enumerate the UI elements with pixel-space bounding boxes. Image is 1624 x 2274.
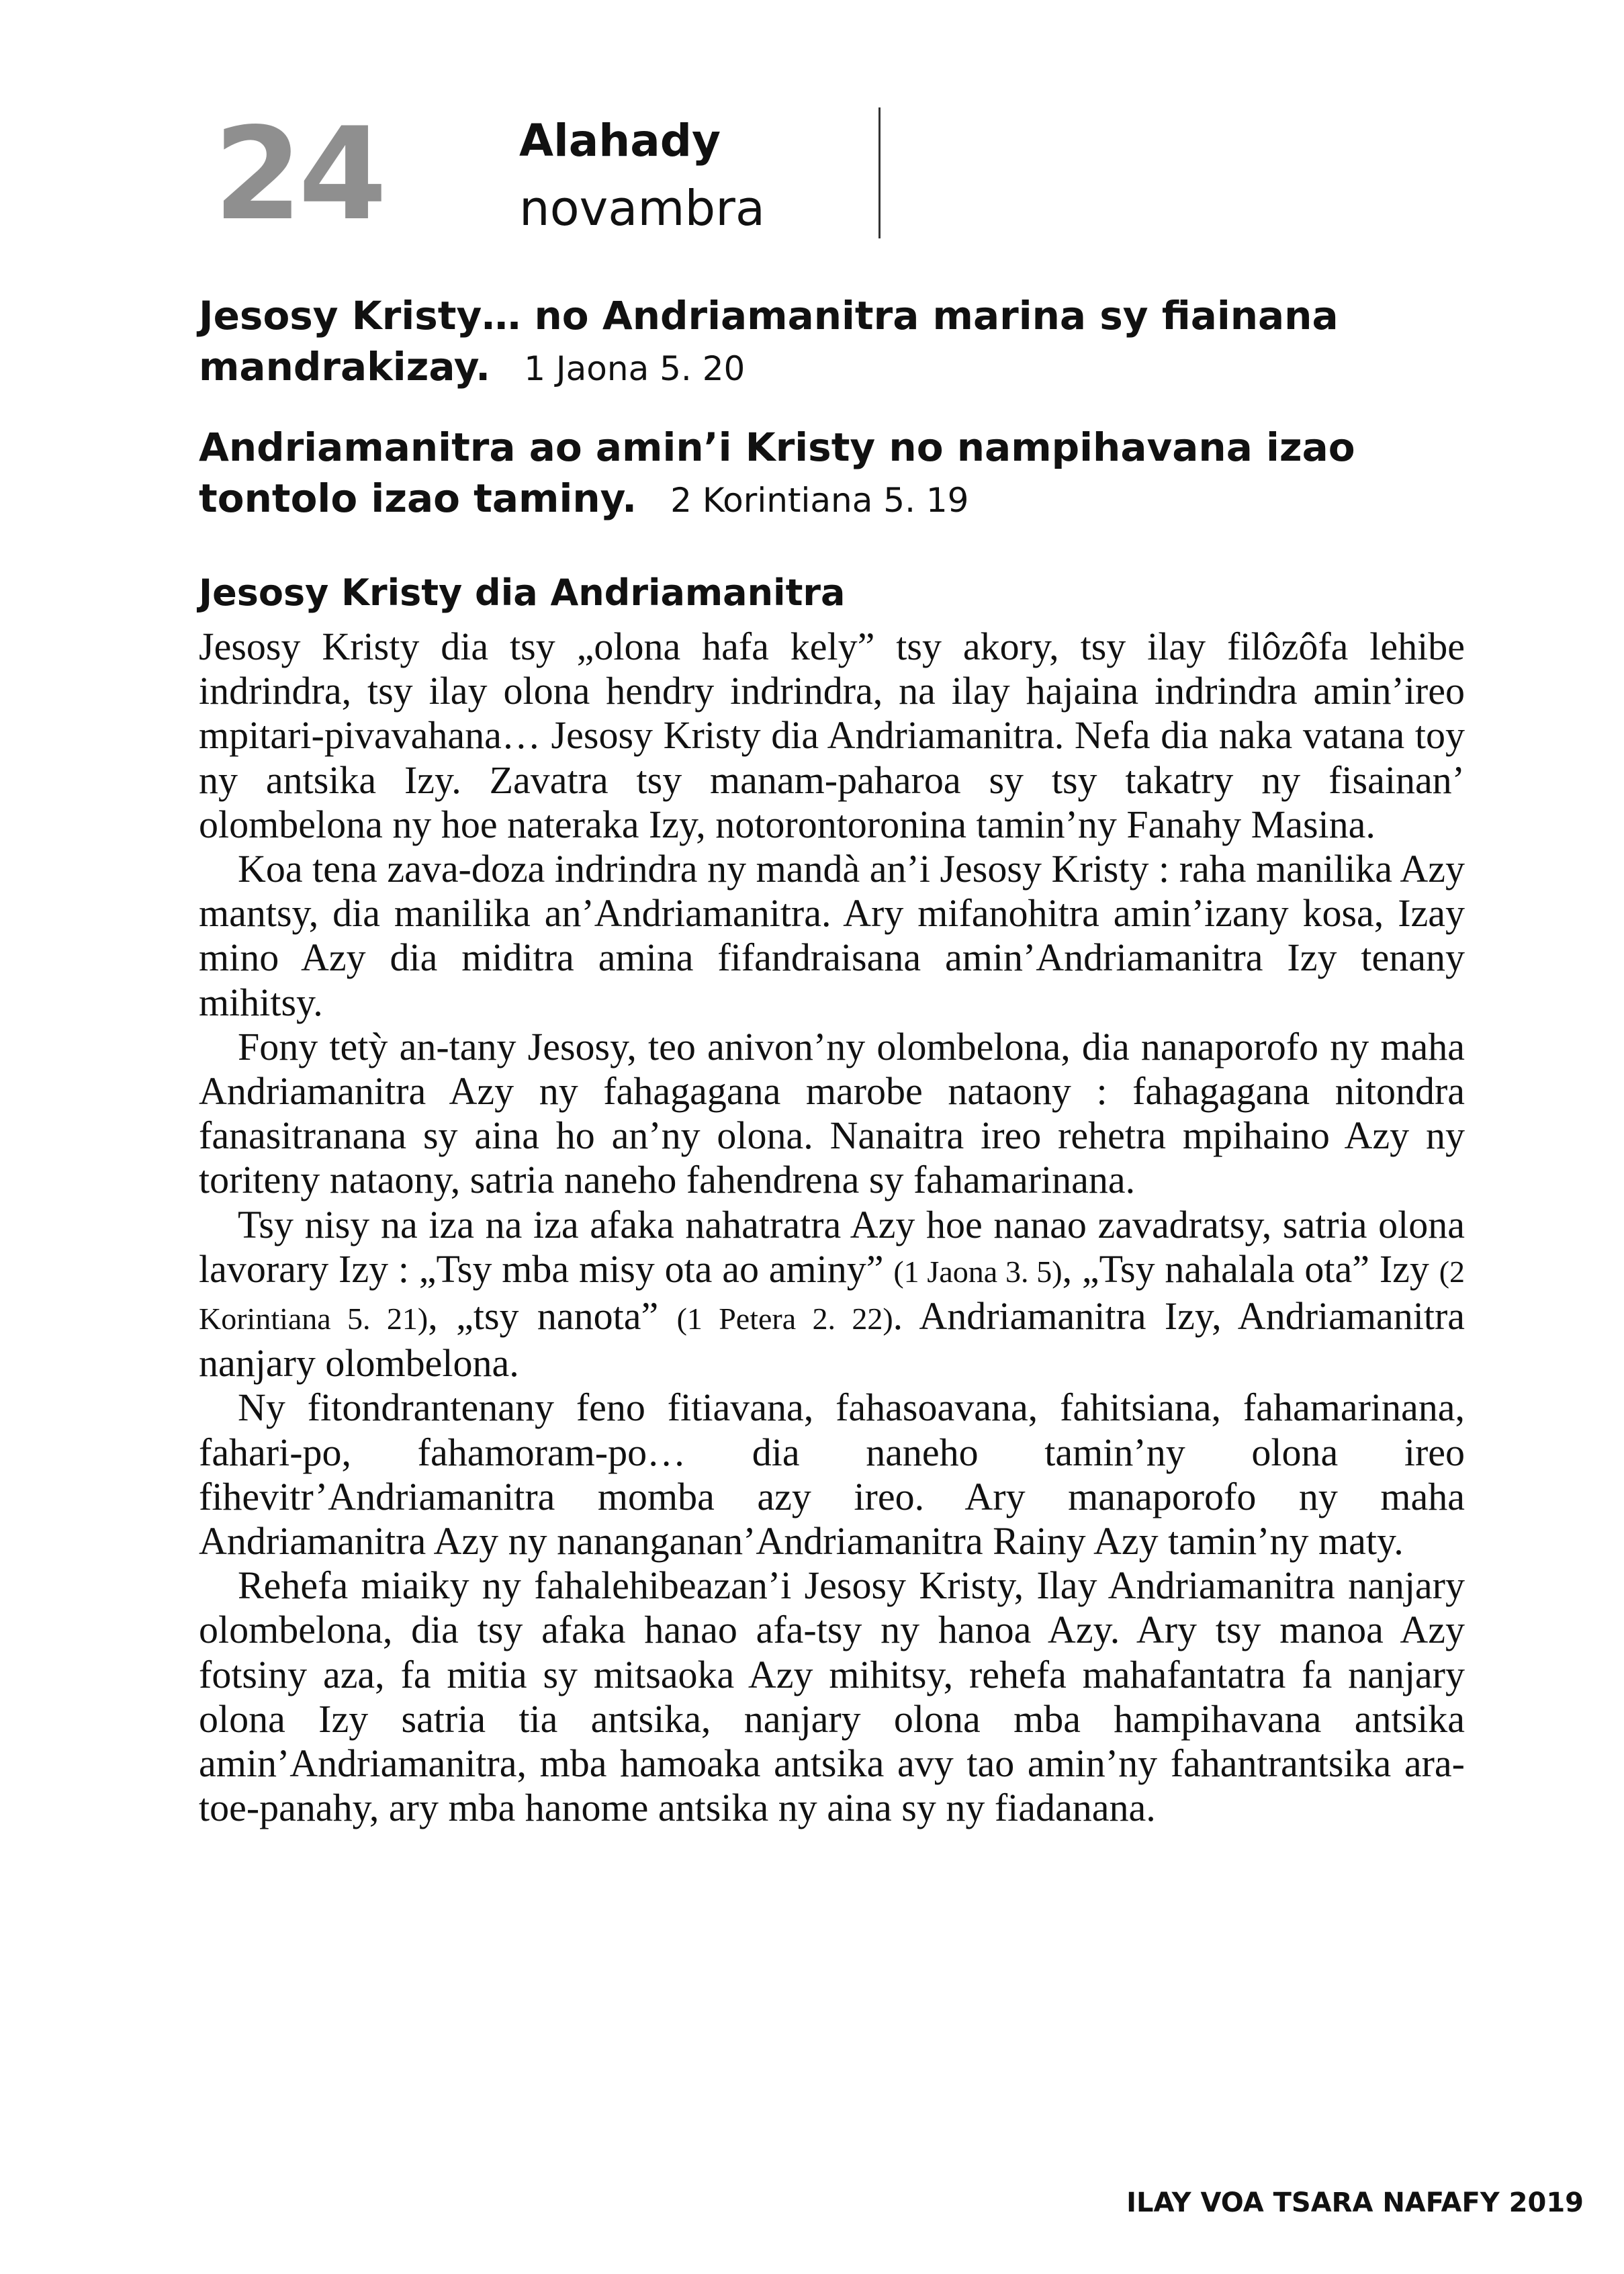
verse-2: [199, 422, 1475, 526]
verse-2-text: Andriamanitra ao amin’i Kristy no nampihavana izao tontolo izao taminy.: [199, 424, 1355, 521]
bible-reference-3: (1 Petera 2. 22): [676, 1302, 893, 1336]
header-divider: [878, 107, 881, 238]
bible-reference-1: (1 Jaona 3. 5): [893, 1254, 1063, 1289]
paragraph-2: Koa tena zava-doza indrindra ny mandà an’i Jesosy Kristy : raha manilika Azy mantsy, dia manilika an’Andriamanitra. Ary mifanohitra amin’izany kosa, Izay mino Azy dia miditra amina fifandraisana amin’Andriamanitra Izy tenany mihitsy.: [199, 847, 1465, 1024]
weekday: Alahady: [519, 115, 721, 167]
section-title: Jesosy Kristy dia Andriamanitra: [199, 572, 846, 614]
paragraph-1: Jesosy Kristy dia tsy „olona hafa kely” tsy akory, tsy ilay filôzôfa lehibe indrindra, tsy ilay olona hendry indrindra, na ilay hajaina indrindra amin’ireo mpitari-pivavahana… Jesosy Kristy dia Andriamanitra. Nefa dia naka vatana toy ny antsika Izy. Zavatra tsy manam-paharoa sy tsy takatry ny fisainan’ olombelona ny hoe nateraka Izy, notorontoronina tamin’ny Fanahy Masina.: [199, 625, 1465, 846]
month: novambra: [519, 180, 765, 236]
paragraph-4: [199, 1203, 1465, 1386]
article-body: [199, 625, 1465, 1830]
paragraph-3: Fony tetỳ an-tany Jesosy, teo anivon’ny olombelona, dia nanaporofo ny maha Andriamanitra Azy ny fahagagana marobe nataony : fahagagana nitondra fanasitranana sy aina ho an’ny olona. Nanaitra ireo rehetra mpihaino Azy ny toriteny nataony, satria naneho fahendrena sy fahamarinana.: [199, 1024, 1465, 1202]
verse-2-reference: 2 Korintiana 5. 19: [670, 481, 969, 520]
paragraph-4-part-b: , „Tsy nahalala ota” Izy: [1062, 1246, 1429, 1291]
paragraph-5: Ny fitondrantenany feno fitiavana, fahasoavana, fahitsiana, fahamarinana, fahari-po, fahamoram-po… dia naneho tamin’ny olona ireo fihevitr’Andriamanitra momba azy ireo. Ary manaporofo ny maha Andriamanitra Azy ny nananganan’Andriamanitra Rainy Azy tamin’ny maty.: [199, 1385, 1465, 1563]
verse-1-text: Jesosy Kristy… no Andriamanitra marina sy fiainana mandrakizay.: [199, 293, 1339, 390]
paragraph-4-part-d: . Andriamanitra Izy, Andriamanitra nanjary olombelona.: [199, 1294, 1465, 1385]
verse-1-reference: 1 Jaona 5. 20: [524, 349, 746, 388]
paragraph-4-part-c: , „tsy nanota”: [428, 1294, 659, 1338]
paragraph-4-part-a: Tsy nisy na iza na iza afaka nahatratra Azy hoe nanao zavadratsy, satria olona lavorary Izy : „Tsy mba misy ota ao aminy”: [199, 1202, 1465, 1291]
bible-reference-2: (2 Korintiana 5. 21): [199, 1254, 1465, 1336]
day-number: 24: [214, 100, 384, 248]
paragraph-6: Rehefa miaiky ny fahalehibeazan’i Jesosy Kristy, Ilay Andriamanitra nanjary olombelona, dia tsy afaka hanao afa-tsy ny hanoa Azy. Ary tsy manoa Azy fotsiny aza, fa mitia sy mitsaoka Azy mihitsy, rehefa mahafantatra fa nanjary olona Izy satria tia antsika, nanjary olona mba hampihavana antsika amin’Andriamanitra, mba hamoaka antsika avy tao amin’ny fahantrantsika ara-toe-panahy, ary mba hanome antsika ny aina sy ny fiadanana.: [199, 1563, 1465, 1830]
footer-title: ILAY VOA TSARA NAFAFY 2019: [1126, 2187, 1584, 2218]
verse-1: [199, 290, 1475, 394]
